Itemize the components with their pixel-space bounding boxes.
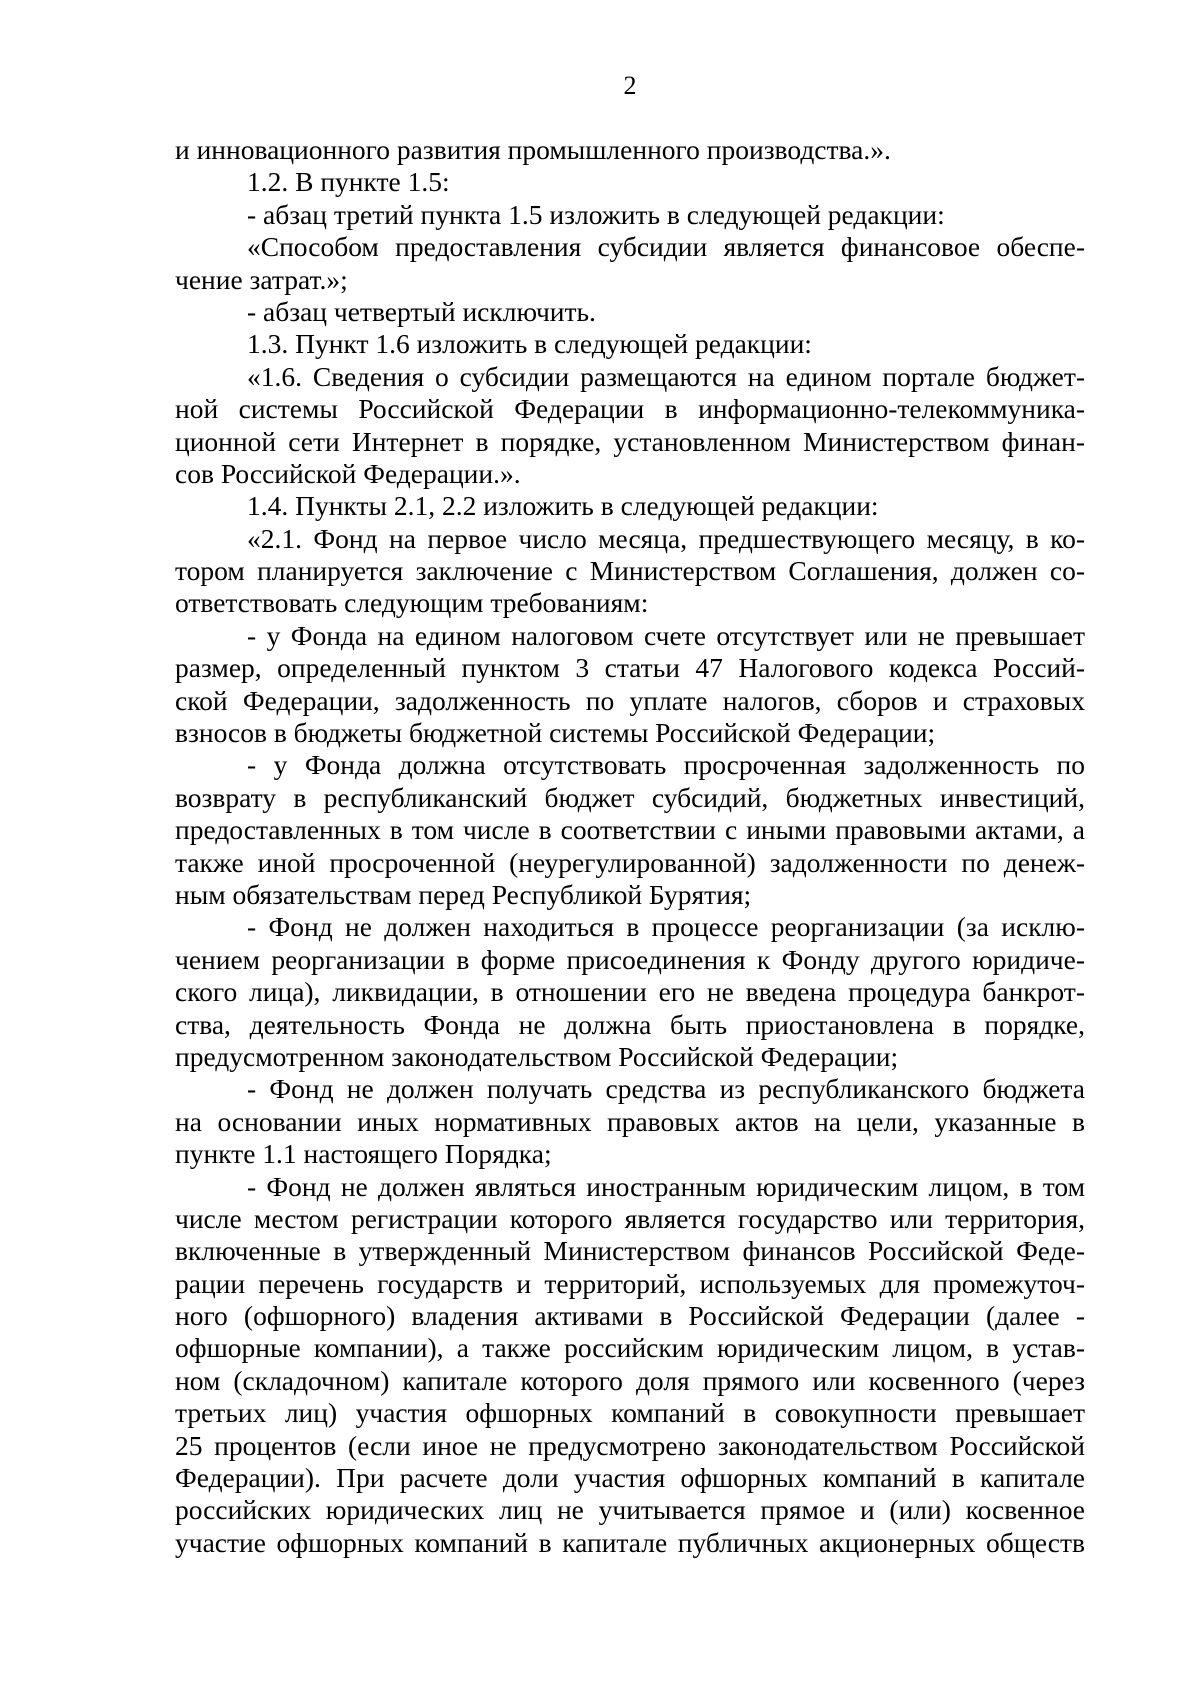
text-line: также иной просроченной (неурегулированной) задолженности по денеж-: [175, 846, 1085, 878]
text-line: российских юридических лиц не учитывается прямое и (или) косвенное: [175, 1494, 1085, 1526]
text-line: пункте 1.1 настоящего Порядка;: [175, 1138, 552, 1170]
text-line: участие офшорных компаний в капитале публичных акционерных обществ: [175, 1526, 1085, 1558]
text-line: - абзац третий пункта 1.5 изложить в следующей редакции:: [247, 198, 945, 230]
text-line: возврату в республиканский бюджет субсидий, бюджетных инвестиций,: [175, 781, 1085, 813]
text-line: 1.3. Пункт 1.6 изложить в следующей редакции:: [247, 328, 812, 360]
page-number: 2: [623, 71, 637, 100]
document-body: [175, 134, 1085, 1559]
text-line: ства, деятельность Фонда не должна быть приостановлена в порядке,: [175, 1008, 1085, 1040]
text-line: 25 процентов (если иное не предусмотрено законодательством Российской: [175, 1429, 1085, 1461]
text-line: сов Российской Федерации.».: [175, 457, 521, 489]
text-line: 1.4. Пункты 2.1, 2.2 изложить в следующей редакции:: [247, 490, 879, 522]
text-line: и инновационного развития промышленного производства.».: [175, 134, 891, 165]
text-line: - абзац четвертый исключить.: [247, 295, 596, 327]
text-line: числе местом регистрации которого является государство или территория,: [175, 1202, 1085, 1234]
text-line: ского лица), ликвидации, в отношении его не введена процедура банкрот-: [175, 976, 1085, 1008]
text-line: - у Фонда на едином налоговом счете отсутствует или не превышает: [247, 619, 1085, 651]
text-line: ской Федерации, задолженность по уплате налогов, сборов и страховых: [175, 684, 1085, 716]
text-line: предусмотренном законодательством Российской Федерации;: [175, 1040, 899, 1072]
text-line: включенные в утвержденный Министерством финансов Российской Феде-: [175, 1235, 1085, 1267]
text-line: ной системы Российской Федерации в информационно-телекоммуника-: [175, 393, 1085, 425]
text-line: - у Фонда должна отсутствовать просроченная задолженность по: [247, 749, 1085, 781]
text-line: «2.1. Фонд на первое число месяца, предшествующего месяцу, в ко-: [247, 522, 1085, 554]
text-line: чением реорганизации в форме присоединения к Фонду другого юридиче-: [175, 943, 1085, 975]
text-line: 1.2. В пункте 1.5:: [247, 166, 450, 198]
text-line: третьих лиц) участия офшорных компаний в совокупности превышает: [175, 1397, 1085, 1429]
text-line: ным обязательствам перед Республикой Бурятия;: [175, 878, 752, 910]
text-line: ответствовать следующим требованиям:: [175, 587, 649, 619]
text-line: чение затрат.»;: [175, 263, 348, 295]
text-line: офшорные компании), а также российским юридическим лицом, в устав-: [175, 1332, 1085, 1364]
text-line: - Фонд не должен получать средства из республиканского бюджета: [247, 1073, 1085, 1105]
text-line: тором планируется заключение с Министерством Соглашения, должен со-: [175, 555, 1085, 587]
text-line: взносов в бюджеты бюджетной системы Российской Федерации;: [175, 717, 936, 749]
text-line: ного (офшорного) владения активами в Российской Федерации (далее -: [175, 1300, 1085, 1332]
text-line: «Способом предоставления субсидии является финансовое обеспе-: [247, 231, 1085, 263]
text-line: предоставленных в том числе в соответствии с иными правовыми актами, а: [175, 814, 1085, 846]
text-line: - Фонд не должен являться иностранным юридическим лицом, в том: [247, 1170, 1085, 1202]
text-line: рации перечень государств и территорий, используемых для промежуточ-: [175, 1267, 1085, 1299]
text-line: - Фонд не должен находиться в процессе реорганизации (за исклю-: [247, 911, 1085, 943]
text-line: «1.6. Сведения о субсидии размещаются на едином портале бюджет-: [247, 360, 1085, 392]
text-line: на основании иных нормативных правовых актов на цели, указанные в: [175, 1105, 1085, 1137]
text-line: размер, определенный пунктом 3 статьи 47 Налогового кодекса Россий-: [175, 652, 1085, 684]
text-line: ционной сети Интернет в порядке, установленном Министерством финан-: [175, 425, 1085, 457]
text-line: Федерации). При расчете доли участия офшорных компаний в капитале: [175, 1462, 1085, 1494]
text-line: ном (складочном) капитале которого доля прямого или косвенного (через: [175, 1364, 1085, 1396]
